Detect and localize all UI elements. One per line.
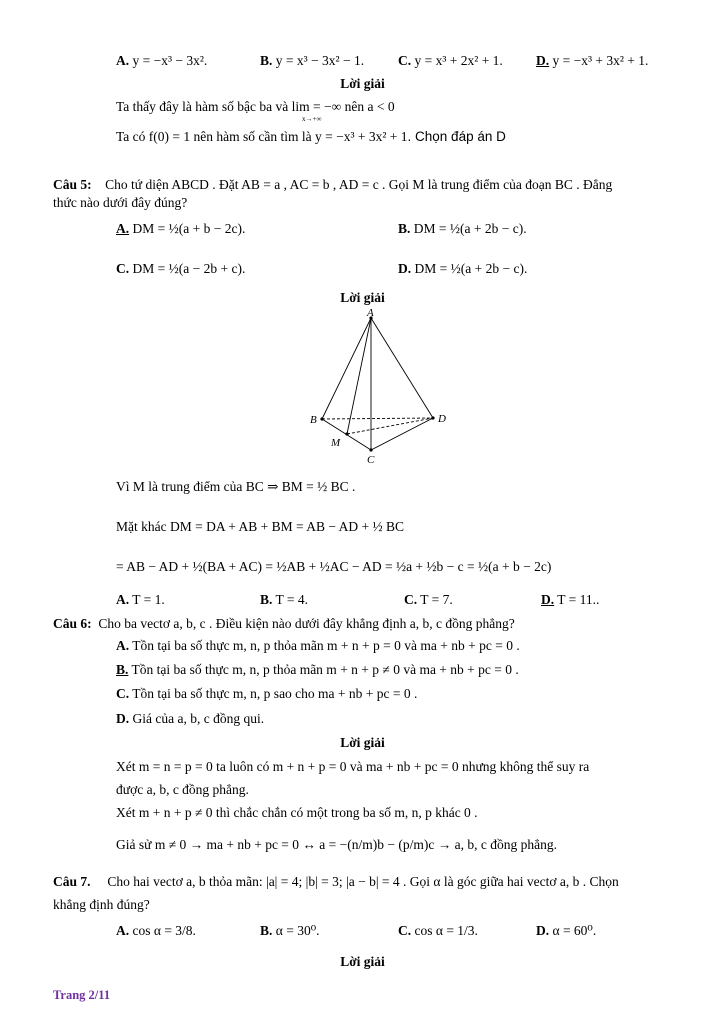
q5-option-d: D. DM = ½(a + 2b − c).: [398, 261, 528, 276]
tetrahedron-figure: [300, 306, 460, 468]
q6-question: Câu 6: Cho ba vectơ a, b, c . Điều kiện nào dưới đây khẳng định a, b, c đồng phẳng?: [53, 616, 515, 631]
edge-cd: [371, 418, 433, 450]
label-m: M: [331, 437, 341, 449]
q5-solution-line-3: = AB − AD + ½(BA + AC) = ½AB + ½AC − AD = ½a + ½b − c = ½(a + b − 2c): [116, 559, 552, 574]
q4-option-a: A. y = −x³ − 3x².: [116, 53, 208, 68]
q4-solution-line-1: Ta thấy đây là hàm số bậc ba và lim = −∞ nên a < 0: [116, 99, 395, 114]
label-c: C: [367, 454, 375, 466]
edge-ad: [371, 318, 433, 418]
q5-extra-option-a: A. T = 1.: [116, 592, 165, 607]
vertex-d: [431, 416, 434, 419]
label-b: B: [310, 414, 317, 426]
edge-ab: [322, 318, 371, 419]
edge-md: [347, 418, 433, 434]
q5-option-c: C. DM = ½(a − 2b + c).: [116, 261, 246, 276]
q6-option-a: A. Tồn tại ba số thực m, n, p thỏa mãn m + n + p = 0 và ma + nb + pc = 0 .: [116, 638, 520, 653]
q7-question-cont: khẳng định đúng?: [53, 897, 150, 912]
q5-solution-line-2: Mặt khác DM = DA + AB + BM = AB − AD + ½ BC: [116, 519, 404, 534]
q5-question: Câu 5: Cho tứ diện ABCD . Đặt AB = a , AC = b , AD = c . Gọi M là trung điểm của đoạn BC . Đẳng: [53, 177, 613, 192]
q5-option-a: A. DM = ½(a + b − 2c).: [116, 221, 246, 236]
q4-solution-line-2: Ta có f(0) = 1 nên hàm số cần tìm là y = −x³ + 3x² + 1. Chọn đáp án D: [116, 129, 506, 144]
q7-option-c: C. cos α = 1/3.: [398, 923, 478, 938]
q6-solution-line-3: Xét m + n + p ≠ 0 thì chắc chắn có một trong ba số m, n, p khác 0 .: [116, 805, 478, 820]
vertex-m: [345, 432, 348, 435]
edge-am: [347, 318, 371, 434]
q4-option-b: B. y = x³ − 3x² − 1.: [260, 53, 365, 68]
q5-question-cont: thức nào dưới đây đúng?: [53, 195, 188, 210]
q7-solution-heading: Lời giải: [340, 954, 385, 969]
q5-extra-option-c: C. T = 7.: [404, 592, 453, 607]
q4-option-c: C. y = x³ + 2x² + 1.: [398, 53, 503, 68]
q4-solution-limit-sub: x→+∞: [302, 115, 322, 123]
q4-option-d: D. y = −x³ + 3x² + 1.: [536, 53, 649, 68]
q5-extra-option-b: B. T = 4.: [260, 592, 309, 607]
vertex-c: [369, 448, 372, 451]
q7-question: Câu 7. Cho hai vectơ a, b thỏa mãn: |a| = 4; |b| = 3; |a − b| = 4 . Gọi α là góc giữa hai vectơ a, b . Chọn: [53, 874, 619, 889]
q6-solution-heading: Lời giải: [340, 735, 385, 750]
q6-option-b: B. Tồn tại ba số thực m, n, p thỏa mãn m + n + p ≠ 0 và ma + nb + pc = 0 .: [116, 662, 519, 677]
vertex-b: [320, 417, 323, 420]
q6-solution-line-4: Giả sử m ≠ 0 → ma + nb + pc = 0 ↔ a = −(n/m)b − (p/m)c → a, b, c đồng phẳng.: [116, 837, 557, 852]
q7-option-b: B. α = 30⁰.: [260, 923, 320, 938]
q6-option-c: C. Tồn tại ba số thực m, n, p sao cho ma + nb + pc = 0 .: [116, 686, 418, 701]
q6-solution-line-2: được a, b, c đồng phẳng.: [116, 782, 249, 797]
q5-solution-heading: Lời giải: [340, 290, 385, 305]
q5-extra-option-d: D. T = 11..: [541, 592, 600, 607]
edge-bd: [322, 418, 433, 419]
page-footer: Trang 2/11: [53, 988, 111, 1002]
solution-heading: Lời giải: [340, 76, 385, 91]
q7-option-d: D. α = 60⁰.: [536, 923, 597, 938]
q5-solution-line-1: Vì M là trung điểm của BC ⇒ BM = ½ BC .: [116, 479, 356, 494]
label-d: D: [438, 413, 446, 425]
q7-option-a: A. cos α = 3/8.: [116, 923, 196, 938]
q5-option-b: B. DM = ½(a + 2b − c).: [398, 221, 527, 236]
label-a: A: [367, 307, 374, 319]
q6-option-d: D. Giá của a, b, c đồng qui.: [116, 711, 265, 726]
q6-solution-line-1: Xét m = n = p = 0 ta luôn có m + n + p = 0 và ma + nb + pc = 0 nhưng không thể suy ra: [116, 759, 590, 774]
